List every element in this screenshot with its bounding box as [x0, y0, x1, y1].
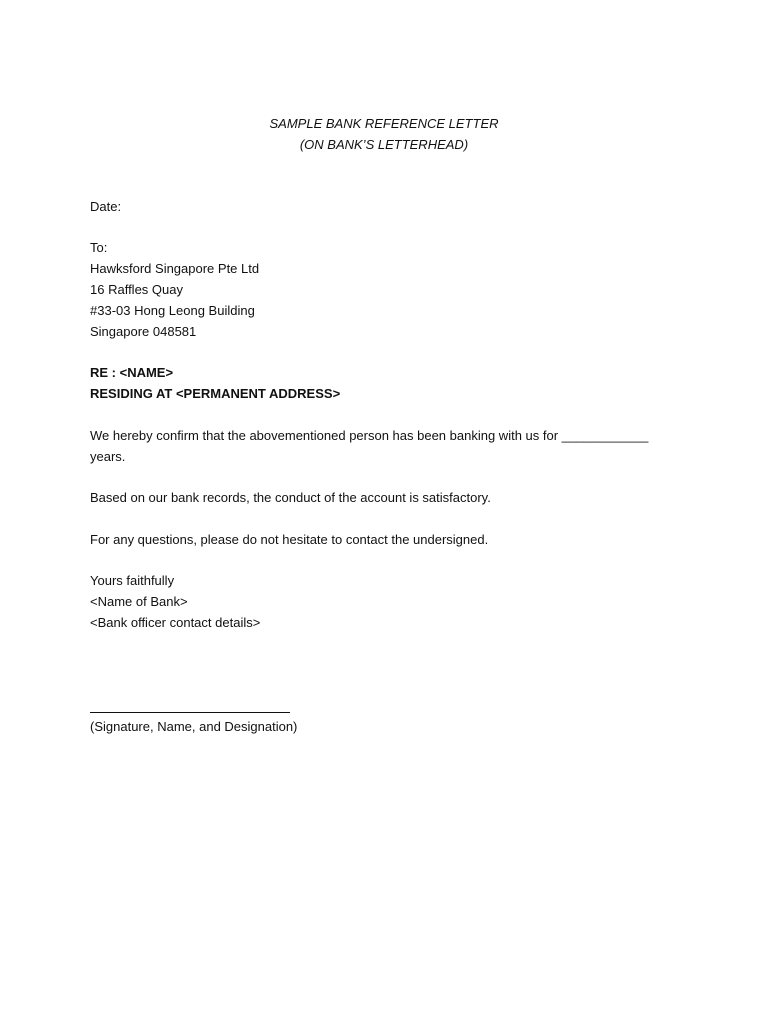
closing-block: [90, 570, 660, 633]
paragraph-contact: For any questions, please do not hesitate to contact the undersigned.: [90, 532, 489, 547]
paragraph-account-conduct: Based on our bank records, the conduct of the account is satisfactory.: [90, 490, 491, 505]
address-line-2: 16 Raffles Quay: [90, 282, 183, 297]
signature-caption: (Signature, Name, and Designation): [90, 719, 298, 734]
closing-text: Yours faithfully: [90, 573, 175, 588]
paragraph-1-line-2: years.: [90, 449, 126, 464]
title-line-2: (ON BANK’S LETTERHEAD): [299, 137, 469, 152]
residing-line: RESIDING AT <PERMANENT ADDRESS>: [90, 386, 341, 401]
signature-line: [90, 712, 290, 713]
bank-name-placeholder: <Name of Bank>: [90, 594, 188, 609]
recipient-address: [90, 258, 660, 342]
paragraph-banking-duration: [90, 425, 660, 467]
paragraph-1-line-1: We hereby confirm that the abovementioned person has been banking with us for ____________: [90, 428, 649, 443]
re-line: RE : <NAME>: [90, 365, 174, 380]
address-line-1: Hawksford Singapore Pte Ltd: [90, 261, 260, 276]
address-line-3: #33-03 Hong Leong Building: [90, 303, 255, 318]
title-line-1: SAMPLE BANK REFERENCE LETTER: [269, 116, 499, 131]
to-label: To:: [90, 240, 108, 255]
address-line-4: Singapore 048581: [90, 324, 197, 339]
date-label: Date:: [90, 199, 122, 214]
officer-details-placeholder: <Bank officer contact details>: [90, 615, 261, 630]
letter-title: [0, 113, 768, 155]
